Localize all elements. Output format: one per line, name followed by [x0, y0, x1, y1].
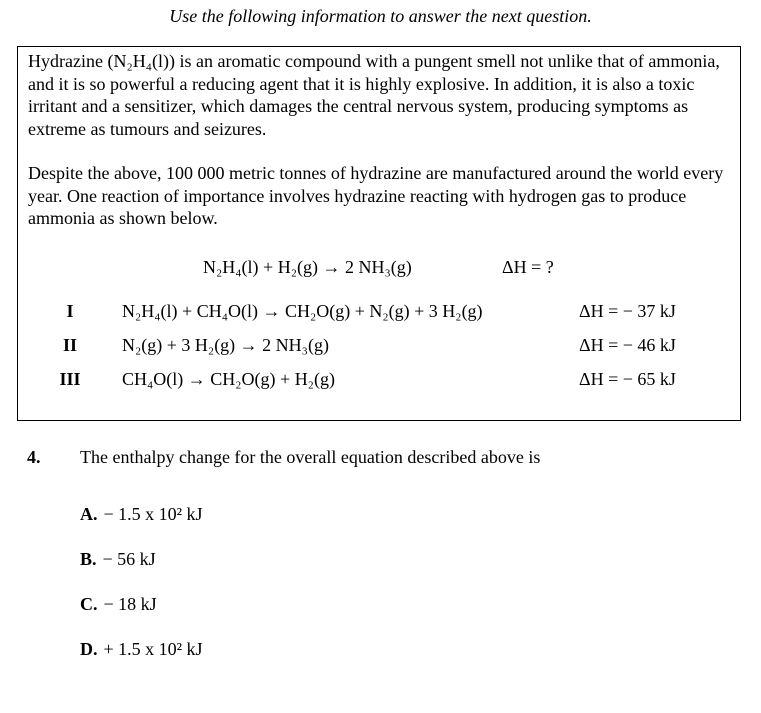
option-c[interactable]	[80, 593, 157, 615]
equation-enthalpy-1: ΔH = − 37 kJ	[579, 301, 676, 321]
equation-reaction-3: CH₄O(l) → CH₂O(g) + H₂(g)	[122, 369, 335, 389]
equation-enthalpy-2: ΔH = − 46 kJ	[579, 335, 676, 355]
equation-label-3: III	[59, 369, 81, 389]
hydrazine-production-paragraph: Despite the above, 100 000 metric tonnes of hydrazine are manufactured around the world every year. One reaction of importance involves hydrazine reacting with hydrogen gas to produce ammonia as shown below.	[28, 163, 724, 228]
overall-reaction: N₂H₄(l) + H₂(g) → 2 NH₃(g)	[203, 257, 412, 277]
option-a-text: − 1.5 x 10² kJ	[103, 504, 203, 524]
question-number: 4.	[27, 447, 41, 467]
hydrazine-description-paragraph: Hydrazine (N₂H₄(l)) is an aromatic compound with a pungent smell not unlike that of ammonia, and it is so powerful a reducing agent that it is highly explosive. In addition, it is also a toxic irritant and a sensitizer, which damages the central nervous system, producing symptoms as extreme as tumours and seizures.	[28, 51, 720, 139]
option-d[interactable]	[80, 638, 203, 660]
option-d-letter: D.	[80, 639, 98, 659]
overall-enthalpy: ΔH = ?	[502, 257, 554, 277]
information-box	[17, 46, 741, 421]
option-d-text: + 1.5 x 10² kJ	[103, 639, 203, 659]
option-b-letter: B.	[80, 549, 97, 569]
option-c-letter: C.	[80, 594, 98, 614]
equation-reaction-1: N₂H₄(l) + CH₄O(l) → CH₂O(g) + N₂(g) + 3 H₂(g)	[122, 301, 483, 321]
equation-enthalpy-3: ΔH = − 65 kJ	[579, 369, 676, 389]
equation-label-1: I	[66, 301, 74, 321]
equation-label-2: II	[62, 335, 77, 355]
option-a[interactable]	[80, 503, 203, 525]
option-c-text: − 18 kJ	[103, 594, 157, 614]
instruction-text: Use the following information to answer the next question.	[169, 6, 592, 26]
option-b-text: − 56 kJ	[102, 549, 156, 569]
question-stem: The enthalpy change for the overall equation described above is	[80, 447, 541, 467]
option-a-letter: A.	[80, 504, 98, 524]
equation-reaction-2: N₂(g) + 3 H₂(g) → 2 NH₃(g)	[122, 335, 329, 355]
option-b[interactable]	[80, 548, 156, 570]
